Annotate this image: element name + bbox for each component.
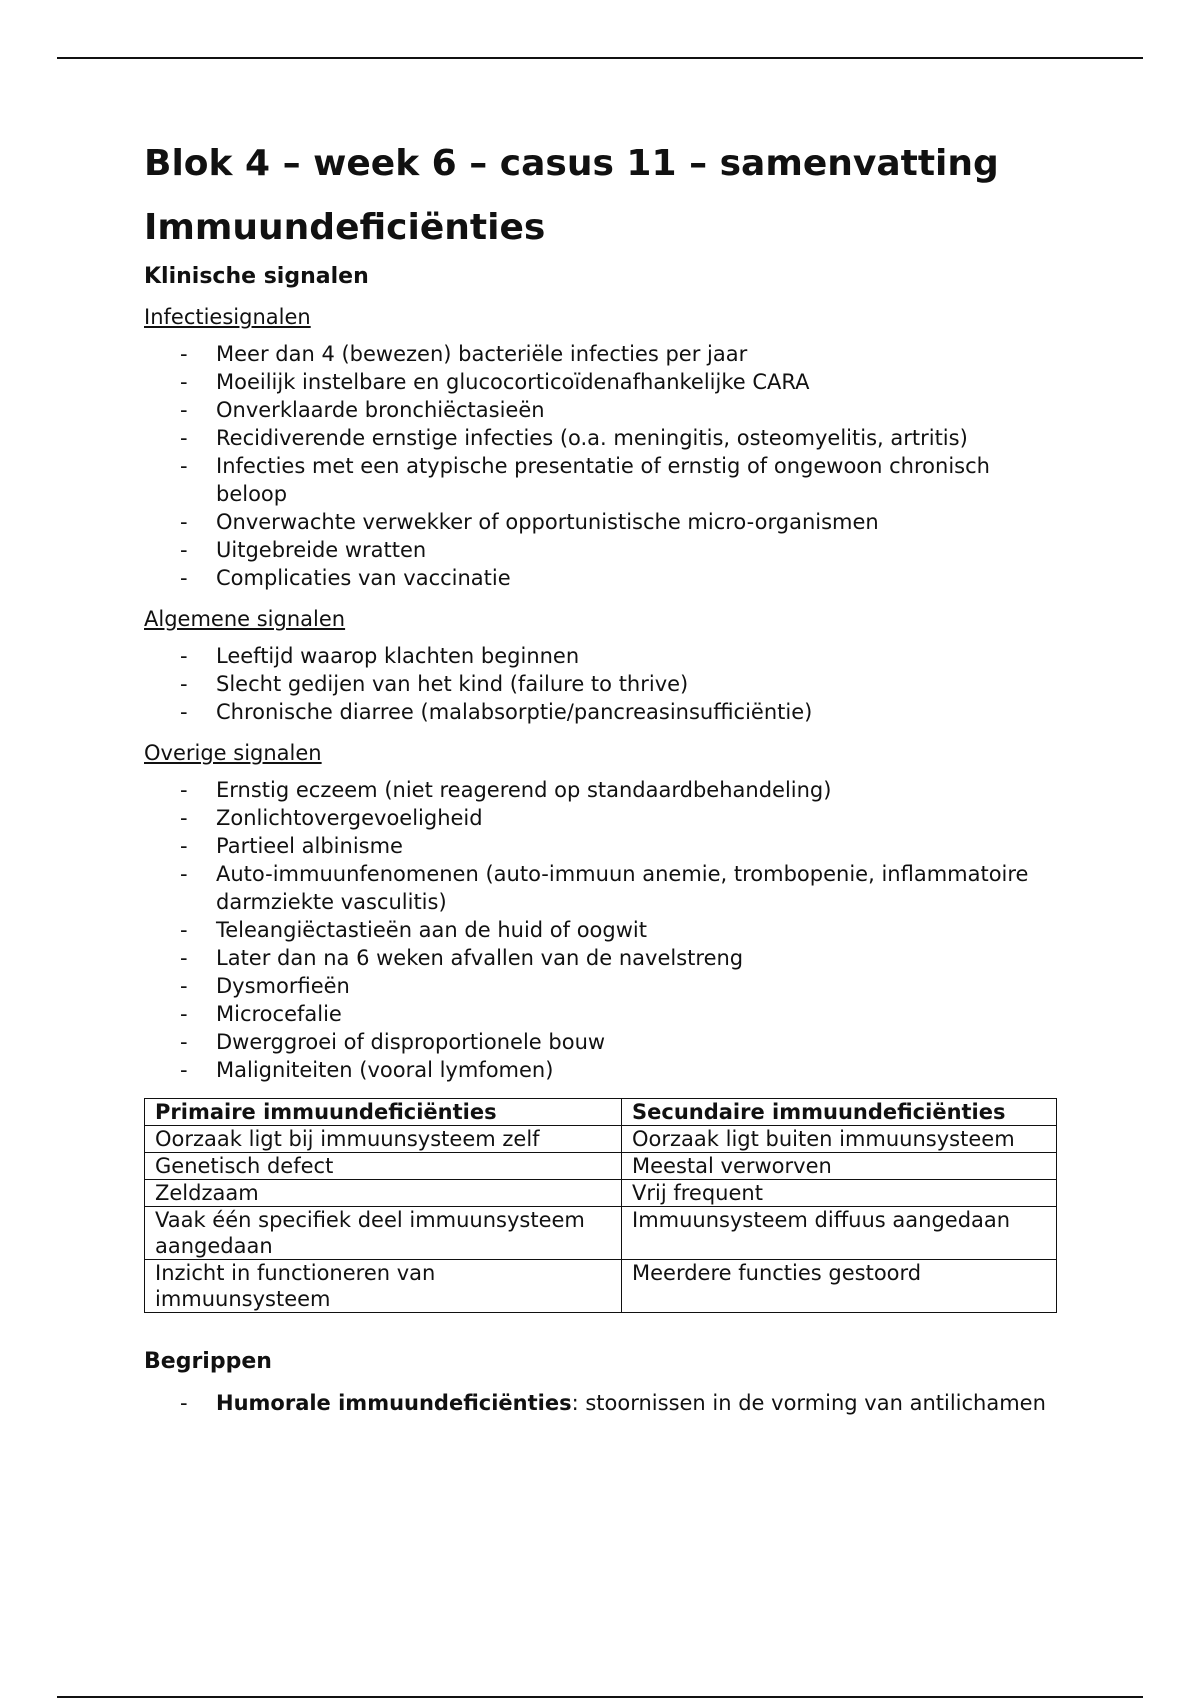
top-rule <box>57 57 1143 59</box>
list-item-text: Ernstig eczeem (niet reagerend op standaardbehandeling) <box>216 778 832 802</box>
list-item-text: Dysmorfieën <box>216 974 350 998</box>
subheading-overig: Overige signalen <box>144 741 322 765</box>
list-item <box>144 804 1064 832</box>
list-item <box>144 452 1064 508</box>
table-header-secondary: Secundaire immuundeficiënties <box>622 1099 1057 1126</box>
dash-bullet: - <box>180 862 188 886</box>
list-item-text: Moeilijk instelbare en glucocorticoïdenafhankelijke CARA <box>216 370 810 394</box>
list-item <box>144 508 1064 536</box>
list-item <box>144 368 1064 396</box>
list-item-text: Uitgebreide wratten <box>216 538 427 562</box>
table-row <box>145 1153 1057 1180</box>
list-item <box>144 1028 1064 1056</box>
table-cell: Meerdere functies gestoord <box>622 1260 1057 1313</box>
list-begrippen <box>144 1389 1064 1417</box>
list-item-text: Auto-immuunfenomenen (auto-immuun anemie, trombopenie, inflammatoire darmziekte vasculitis) <box>216 862 1029 914</box>
list-item <box>144 944 1064 972</box>
comparison-table <box>144 1098 1057 1313</box>
dash-bullet: - <box>180 806 188 830</box>
list-item <box>144 564 1064 592</box>
table-cell: Meestal verworven <box>622 1153 1057 1180</box>
list-item-text: Maligniteiten (vooral lymfomen) <box>216 1058 554 1082</box>
list-item <box>144 832 1064 860</box>
dash-bullet: - <box>180 370 188 394</box>
list-item-text: Dwerggroei of disproportionele bouw <box>216 1030 606 1054</box>
table-cell: Inzicht in functioneren van immuunsysteem <box>145 1260 622 1313</box>
dash-bullet: - <box>180 834 188 858</box>
table-cell: Zeldzaam <box>145 1180 622 1207</box>
bottom-rule <box>57 1696 1143 1698</box>
list-item-text: Leeftijd waarop klachten beginnen <box>216 644 580 668</box>
page-title: Blok 4 – week 6 – casus 11 – samenvatting <box>144 143 999 184</box>
definition-item <box>144 1389 1064 1417</box>
dash-bullet: - <box>180 1002 188 1026</box>
list-item <box>144 536 1064 564</box>
table-cell: Immuunsysteem diffuus aangedaan <box>622 1207 1057 1260</box>
list-item-text: Later dan na 6 weken afvallen van de navelstreng <box>216 946 744 970</box>
list-item <box>144 642 1064 670</box>
list-item <box>144 972 1064 1000</box>
dash-bullet: - <box>180 1058 188 1082</box>
subheading-infectie: Infectiesignalen <box>144 305 311 329</box>
table-cell: Genetisch defect <box>145 1153 622 1180</box>
table-row <box>145 1207 1057 1260</box>
list-item-text: Partieel albinisme <box>216 834 403 858</box>
section-heading-klinische: Klinische signalen <box>144 264 369 289</box>
list-item <box>144 340 1064 368</box>
dash-bullet: - <box>180 342 188 366</box>
list-item <box>144 396 1064 424</box>
definition-text: : stoornissen in de vorming van antilichamen <box>571 1391 1046 1415</box>
table-body <box>145 1126 1057 1313</box>
dash-bullet: - <box>180 398 188 422</box>
list-item-text: Onverklaarde bronchiëctasieën <box>216 398 545 422</box>
list-item <box>144 698 1064 726</box>
list-item <box>144 860 1064 916</box>
list-item-text: Onverwachte verwekker of opportunistische micro-organismen <box>216 510 879 534</box>
subheading-algemeen: Algemene signalen <box>144 607 346 631</box>
table-cell: Vrij frequent <box>622 1180 1057 1207</box>
dash-bullet: - <box>180 1391 188 1415</box>
page-subtitle: Immuundeficiënties <box>144 207 546 248</box>
document-content <box>144 132 1064 1431</box>
dash-bullet: - <box>180 644 188 668</box>
list-item-text: Infecties met een atypische presentatie of ernstig of ongewoon chronisch beloop <box>216 454 990 506</box>
dash-bullet: - <box>180 946 188 970</box>
list-item-text: Teleangiëctastieën aan de huid of oogwit <box>216 918 647 942</box>
table-cell: Oorzaak ligt buiten immuunsysteem <box>622 1126 1057 1153</box>
dash-bullet: - <box>180 454 188 478</box>
table-header-row <box>145 1099 1057 1126</box>
section-heading-begrippen: Begrippen <box>144 1349 272 1374</box>
dash-bullet: - <box>180 538 188 562</box>
dash-bullet: - <box>180 700 188 724</box>
table-cell: Oorzaak ligt bij immuunsysteem zelf <box>145 1126 622 1153</box>
dash-bullet: - <box>180 566 188 590</box>
dash-bullet: - <box>180 1030 188 1054</box>
list-item-text: Meer dan 4 (bewezen) bacteriële infecties per jaar <box>216 342 748 366</box>
list-item-text: Complicaties van vaccinatie <box>216 566 511 590</box>
table-cell: Vaak één specifiek deel immuunsysteem aangedaan <box>145 1207 622 1260</box>
list-overig <box>144 776 1064 1084</box>
list-item-text: Zonlichtovergevoeligheid <box>216 806 483 830</box>
list-item-text: Slecht gedijen van het kind (failure to thrive) <box>216 672 689 696</box>
list-item <box>144 424 1064 452</box>
list-item-text: Microcefalie <box>216 1002 342 1026</box>
list-item-text: Recidiverende ernstige infecties (o.a. meningitis, osteomyelitis, artritis) <box>216 426 968 450</box>
table-row <box>145 1126 1057 1153</box>
list-item <box>144 1056 1064 1084</box>
dash-bullet: - <box>180 510 188 534</box>
list-algemeen <box>144 642 1064 726</box>
dash-bullet: - <box>180 778 188 802</box>
dash-bullet: - <box>180 672 188 696</box>
definition-term: Humorale immuundeficiënties <box>216 1391 572 1415</box>
dash-bullet: - <box>180 974 188 998</box>
dash-bullet: - <box>180 426 188 450</box>
list-item-text: Chronische diarree (malabsorptie/pancreasinsufficiëntie) <box>216 700 813 724</box>
list-item <box>144 916 1064 944</box>
table-row <box>145 1260 1057 1313</box>
list-infectie <box>144 340 1064 592</box>
dash-bullet: - <box>180 918 188 942</box>
list-item <box>144 670 1064 698</box>
list-item <box>144 776 1064 804</box>
list-item <box>144 1000 1064 1028</box>
table-row <box>145 1180 1057 1207</box>
table-header-primary: Primaire immuundeficiënties <box>145 1099 622 1126</box>
